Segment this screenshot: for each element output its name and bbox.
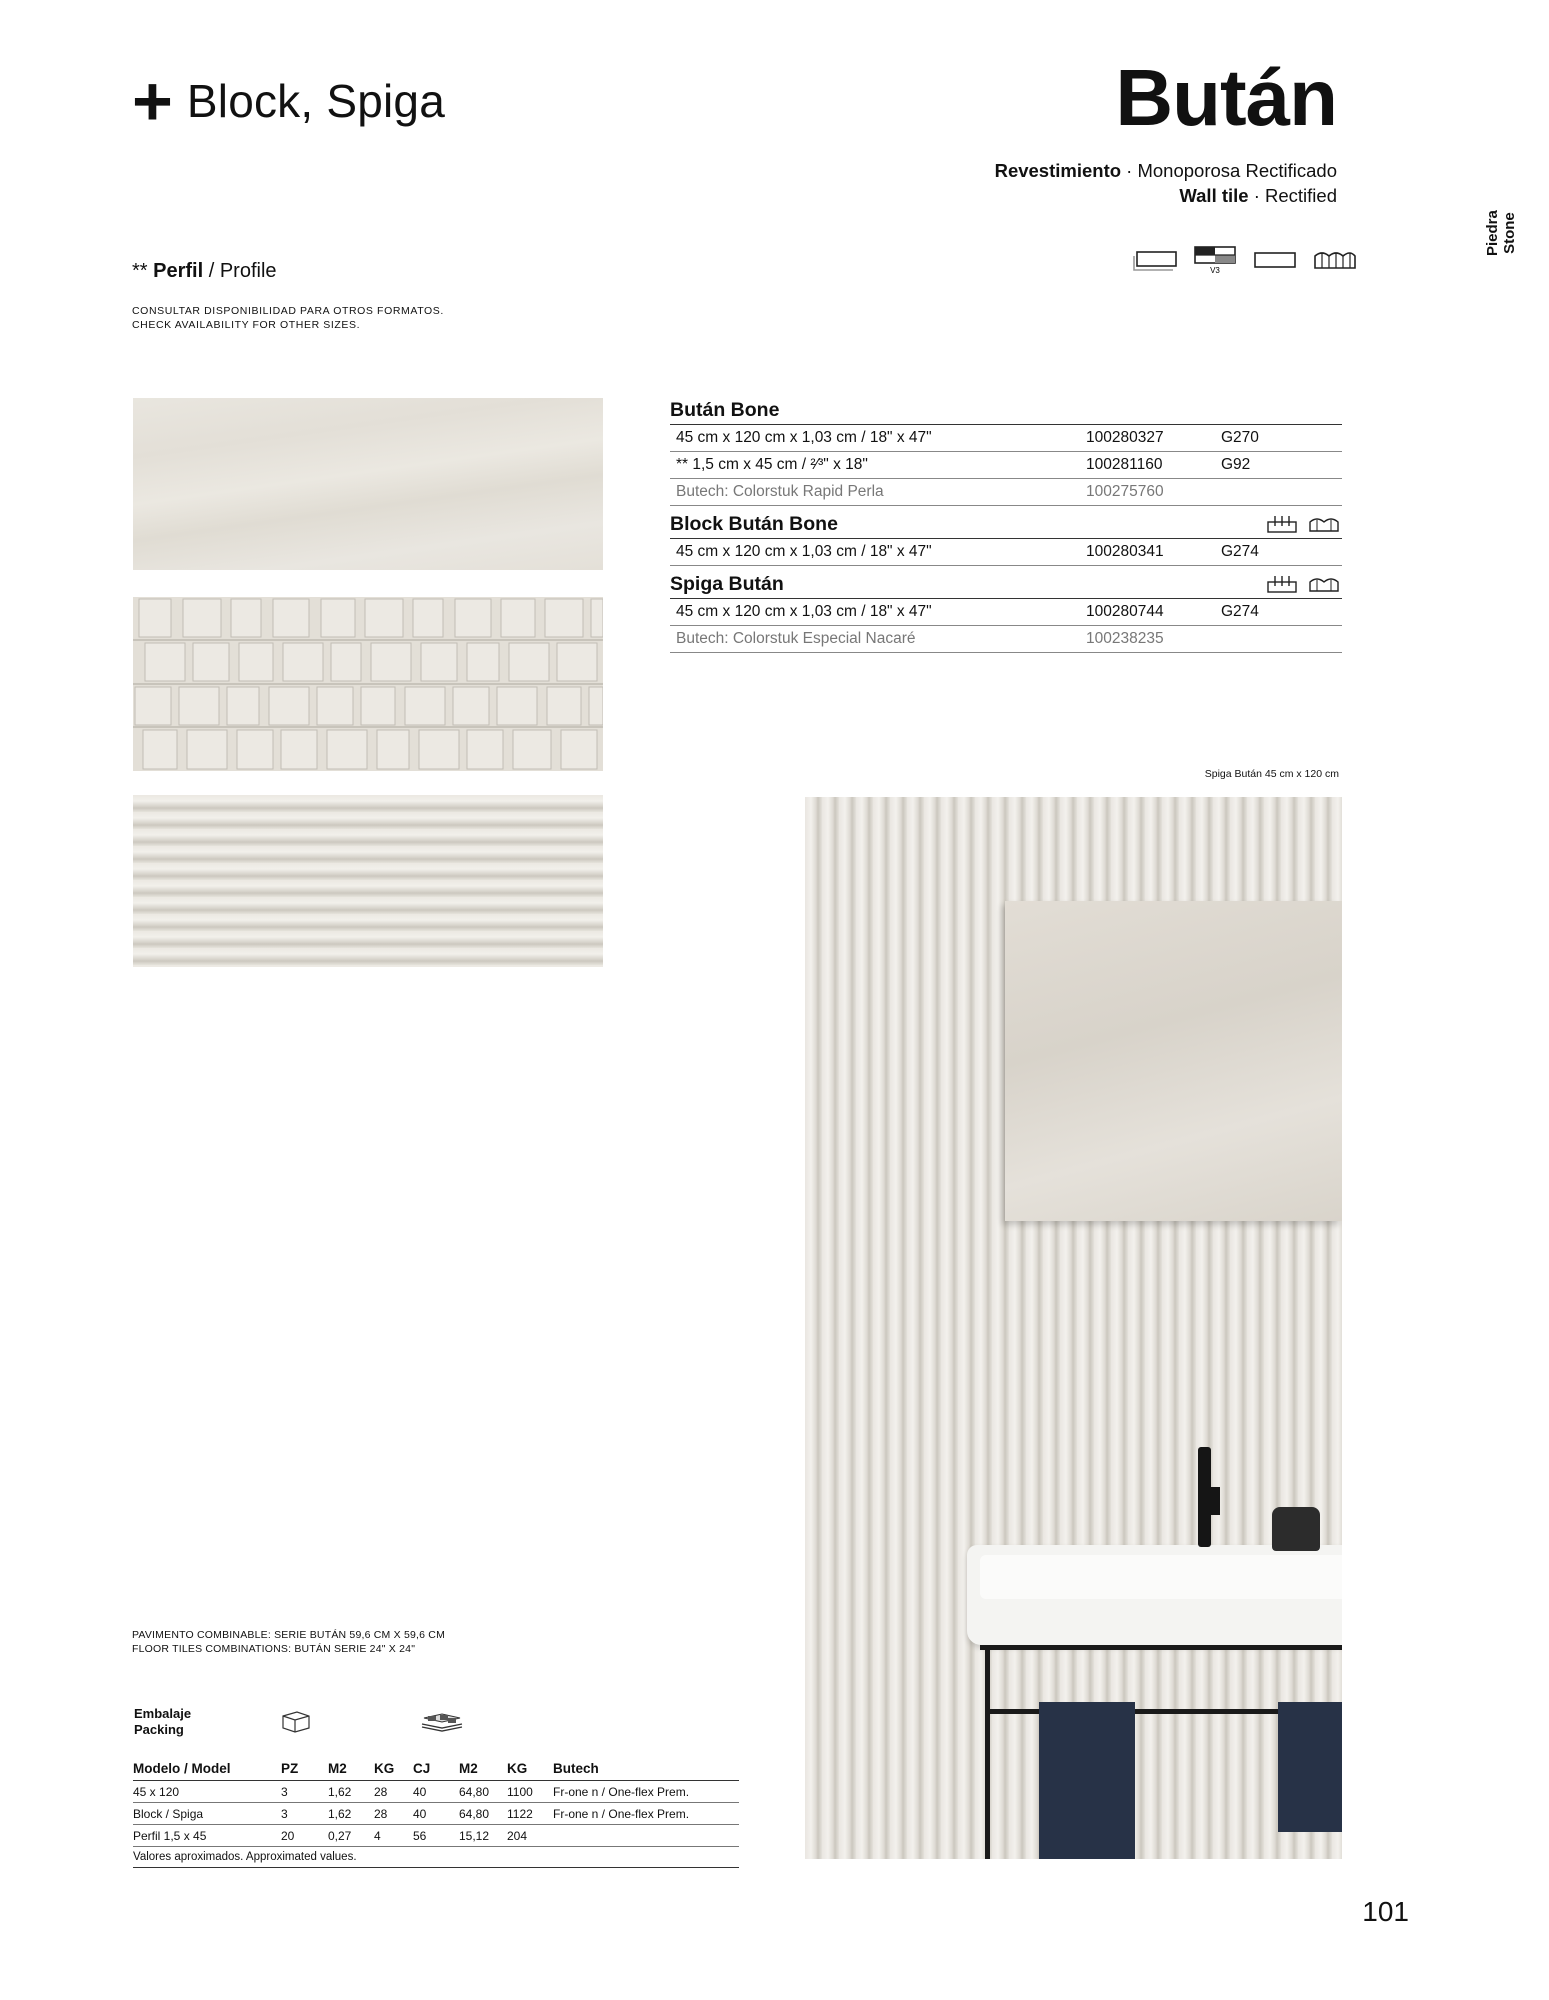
product-title: Spiga Bután: [670, 566, 1342, 599]
packing-label: Embalaje Packing: [134, 1706, 192, 1737]
mirror-tile: [1005, 901, 1342, 1221]
towel: [1039, 1702, 1135, 1859]
swatch-spiga-butan: [133, 795, 603, 967]
category-side-label: Piedra Stone: [1484, 210, 1518, 256]
availability-note: CONSULTAR DISPONIBILIDAD PARA OTROS FORMATOS. CHECK AVAILABILITY FOR OTHER SIZES.: [132, 305, 444, 331]
3d-relief-icon: [1308, 514, 1340, 534]
product-group: [670, 506, 1342, 566]
v3-shade-icon: [1192, 244, 1238, 274]
product-row: Butech: Colorstuk Especial Nacaré 100238235: [670, 626, 1342, 653]
product-row: 45 cm x 120 cm x 1,03 cm / 18" x 47" 100280341 G274: [670, 539, 1342, 566]
profile-note-title: ** Perfil / Profile: [132, 260, 277, 282]
product-title: Block Bután Bone: [670, 506, 1342, 539]
packing-row: 45 x 120 3 1,62 28 40 64,80 1100 Fr-one n / One-flex Prem.: [133, 1781, 739, 1803]
svg-text:V3: V3: [1210, 266, 1220, 274]
photo-caption: Spiga Bután 45 cm x 120 cm: [1204, 768, 1339, 780]
collection-title: Bután: [1115, 53, 1337, 142]
product-row: ** 1,5 cm x 45 cm / ²⁄³" x 18" 100281160 G92: [670, 452, 1342, 479]
product-table: [670, 392, 1342, 653]
section-title: Block, Spiga: [186, 75, 445, 127]
towel: [1278, 1702, 1342, 1832]
product-group: [670, 566, 1342, 653]
mesh-mounted-icon: [1266, 574, 1298, 594]
format-icons: [1132, 244, 1358, 274]
tile-edge-icon: [1132, 248, 1178, 274]
packing-table: [133, 1756, 739, 1868]
ambience-photo: [805, 797, 1342, 1859]
swatch-block-butan: [133, 597, 603, 771]
decor-pot: [1272, 1507, 1320, 1551]
box-icon: [280, 1709, 312, 1733]
plus-icon: +: [132, 62, 173, 140]
section-heading: [132, 62, 445, 140]
packing-row: Block / Spiga 3 1,62 28 40 64,80 1122 Fr-one n / One-flex Prem.: [133, 1803, 739, 1825]
product-group: [670, 392, 1342, 506]
packing-header-row: Modelo / Model PZ M2 KG CJ M2 KG Butech: [133, 1756, 739, 1781]
floor-combination-note: PAVIMENTO COMBINABLE: SERIE BUTÁN 59,6 CM X 59,6 CM FLOOR TILES COMBINATIONS: BUTÁN SERIE 24" X 24": [132, 1629, 446, 1655]
collection-subtitle: Revestimiento · Monoporosa Rectificado Wall tile · Rectified: [994, 160, 1337, 206]
product-row: 45 cm x 120 cm x 1,03 cm / 18" x 47" 100280744 G274: [670, 599, 1342, 626]
mesh-mounted-icon: [1266, 514, 1298, 534]
page-number: 101: [1362, 1896, 1409, 1927]
product-title: Bután Bone: [670, 392, 1342, 425]
swatch-butan-bone: [133, 398, 603, 570]
3d-relief-icon: [1308, 574, 1340, 594]
product-row: Butech: Colorstuk Rapid Perla 100275760: [670, 479, 1342, 506]
product-row: 45 cm x 120 cm x 1,03 cm / 18" x 47" 100280327 G270: [670, 425, 1342, 452]
approximate-values-note: Valores aproximados. Approximated values.: [133, 1847, 739, 1868]
pallet-icon: [420, 1710, 464, 1732]
rectified-tile-icon: [1252, 248, 1298, 274]
3d-relief-icon: [1312, 248, 1358, 274]
packing-row: Perfil 1,5 x 45 20 0,27 4 56 15,12 204: [133, 1825, 739, 1847]
